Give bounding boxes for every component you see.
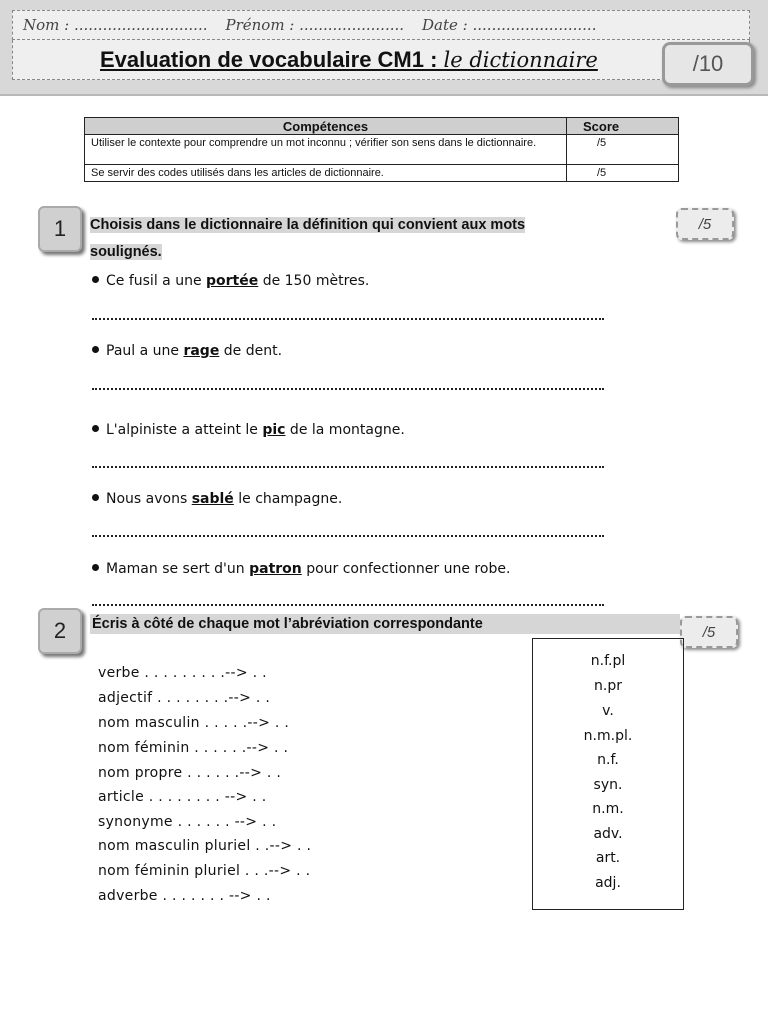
abbreviation: adj. bbox=[595, 875, 621, 891]
underlined-word: pic bbox=[262, 422, 286, 438]
abbreviation: n.f.pl bbox=[590, 653, 626, 669]
total-score-box: /10 bbox=[662, 42, 754, 86]
underlined-word: portée bbox=[206, 273, 259, 289]
score-header: Score bbox=[567, 118, 679, 135]
worksheet-title bbox=[100, 47, 598, 73]
sentence-4: Nous avons sablé le champagne. bbox=[92, 491, 342, 507]
answer-line-1[interactable] bbox=[92, 318, 604, 320]
abbreviation: n.m. bbox=[592, 801, 624, 817]
answer-line-5[interactable] bbox=[92, 604, 604, 606]
abbreviation: n.pr bbox=[594, 678, 622, 694]
table-row bbox=[85, 135, 679, 165]
sentence-1: Ce fusil a une portée de 150 mètres. bbox=[92, 273, 369, 289]
student-info-line bbox=[12, 10, 750, 40]
match-word[interactable]: nom féminin . . . . . .--> . . bbox=[98, 740, 289, 756]
match-word[interactable]: nom masculin . . . . .--> . . bbox=[98, 715, 290, 731]
exercise-2-instruction: Écris à côté de chaque mot l’abréviation correspondante bbox=[90, 614, 680, 634]
match-word[interactable]: synonyme . . . . . . --> . . bbox=[98, 814, 277, 830]
abbreviation: v. bbox=[602, 703, 614, 719]
competence-score: /5 bbox=[567, 165, 679, 182]
match-word[interactable]: verbe . . . . . . . . .--> . . bbox=[98, 665, 267, 681]
match-word[interactable]: article . . . . . . . . --> . . bbox=[98, 789, 267, 805]
match-word[interactable]: nom féminin pluriel . . .--> . . bbox=[98, 863, 311, 879]
exercise-1-number: 1 bbox=[38, 206, 82, 252]
competences-table bbox=[84, 117, 679, 182]
sentence-2: Paul a une rage de dent. bbox=[92, 343, 282, 359]
exercise-1-instruction bbox=[90, 212, 525, 266]
bullet-icon bbox=[92, 276, 99, 283]
abbreviation: n.f. bbox=[597, 752, 619, 768]
underlined-word: rage bbox=[183, 343, 220, 359]
match-word[interactable]: adverbe . . . . . . . --> . . bbox=[98, 888, 271, 904]
match-word[interactable]: nom masculin pluriel . .--> . . bbox=[98, 838, 312, 854]
abbreviation: adv. bbox=[593, 826, 623, 842]
bullet-icon bbox=[92, 346, 99, 353]
answer-line-4[interactable] bbox=[92, 535, 604, 537]
answer-line-3[interactable] bbox=[92, 466, 604, 468]
sentence-3: L'alpiniste a atteint le pic de la montagne. bbox=[92, 422, 405, 438]
bullet-icon bbox=[92, 564, 99, 571]
competence-score: /5 bbox=[567, 135, 679, 165]
bullet-icon bbox=[92, 494, 99, 501]
underlined-word: sablé bbox=[191, 491, 234, 507]
name-field[interactable]: Nom : ............................ bbox=[23, 16, 208, 34]
worksheet-header bbox=[0, 0, 768, 96]
abbreviation: art. bbox=[595, 850, 621, 866]
table-row bbox=[85, 165, 679, 182]
underlined-word: patron bbox=[249, 561, 302, 577]
abbreviation: syn. bbox=[593, 777, 623, 793]
title-cursive: le dictionnaire bbox=[443, 48, 598, 72]
answer-line-2[interactable] bbox=[92, 388, 604, 390]
match-word[interactable]: adjectif . . . . . . . .--> . . bbox=[98, 690, 271, 706]
exercise-2-score: /5 bbox=[680, 616, 738, 648]
instruction-line-1: Choisis dans le dictionnaire la définition qui convient aux mots bbox=[90, 217, 526, 233]
competence-text: Se servir des codes utilisés dans les articles de dictionnaire. bbox=[85, 165, 567, 182]
title-main: Evaluation de vocabulaire CM1 : bbox=[100, 47, 444, 72]
instruction-line-2: soulignés. bbox=[90, 244, 162, 260]
exercise-1-score: /5 bbox=[676, 208, 734, 240]
abbreviation: n.m.pl. bbox=[583, 728, 633, 744]
competences-header: Compétences bbox=[85, 118, 567, 135]
date-field[interactable]: Date : .......................... bbox=[422, 16, 597, 34]
firstname-field[interactable]: Prénom : ...................... bbox=[225, 16, 405, 34]
competence-text: Utiliser le contexte pour comprendre un mot inconnu ; vérifier son sens dans le dictionnaire. bbox=[85, 135, 567, 165]
bullet-icon bbox=[92, 425, 99, 432]
match-word[interactable]: nom propre . . . . . .--> . . bbox=[98, 765, 282, 781]
sentence-5: Maman se sert d'un patron pour confectionner une robe. bbox=[92, 561, 510, 577]
exercise-2-number: 2 bbox=[38, 608, 82, 654]
